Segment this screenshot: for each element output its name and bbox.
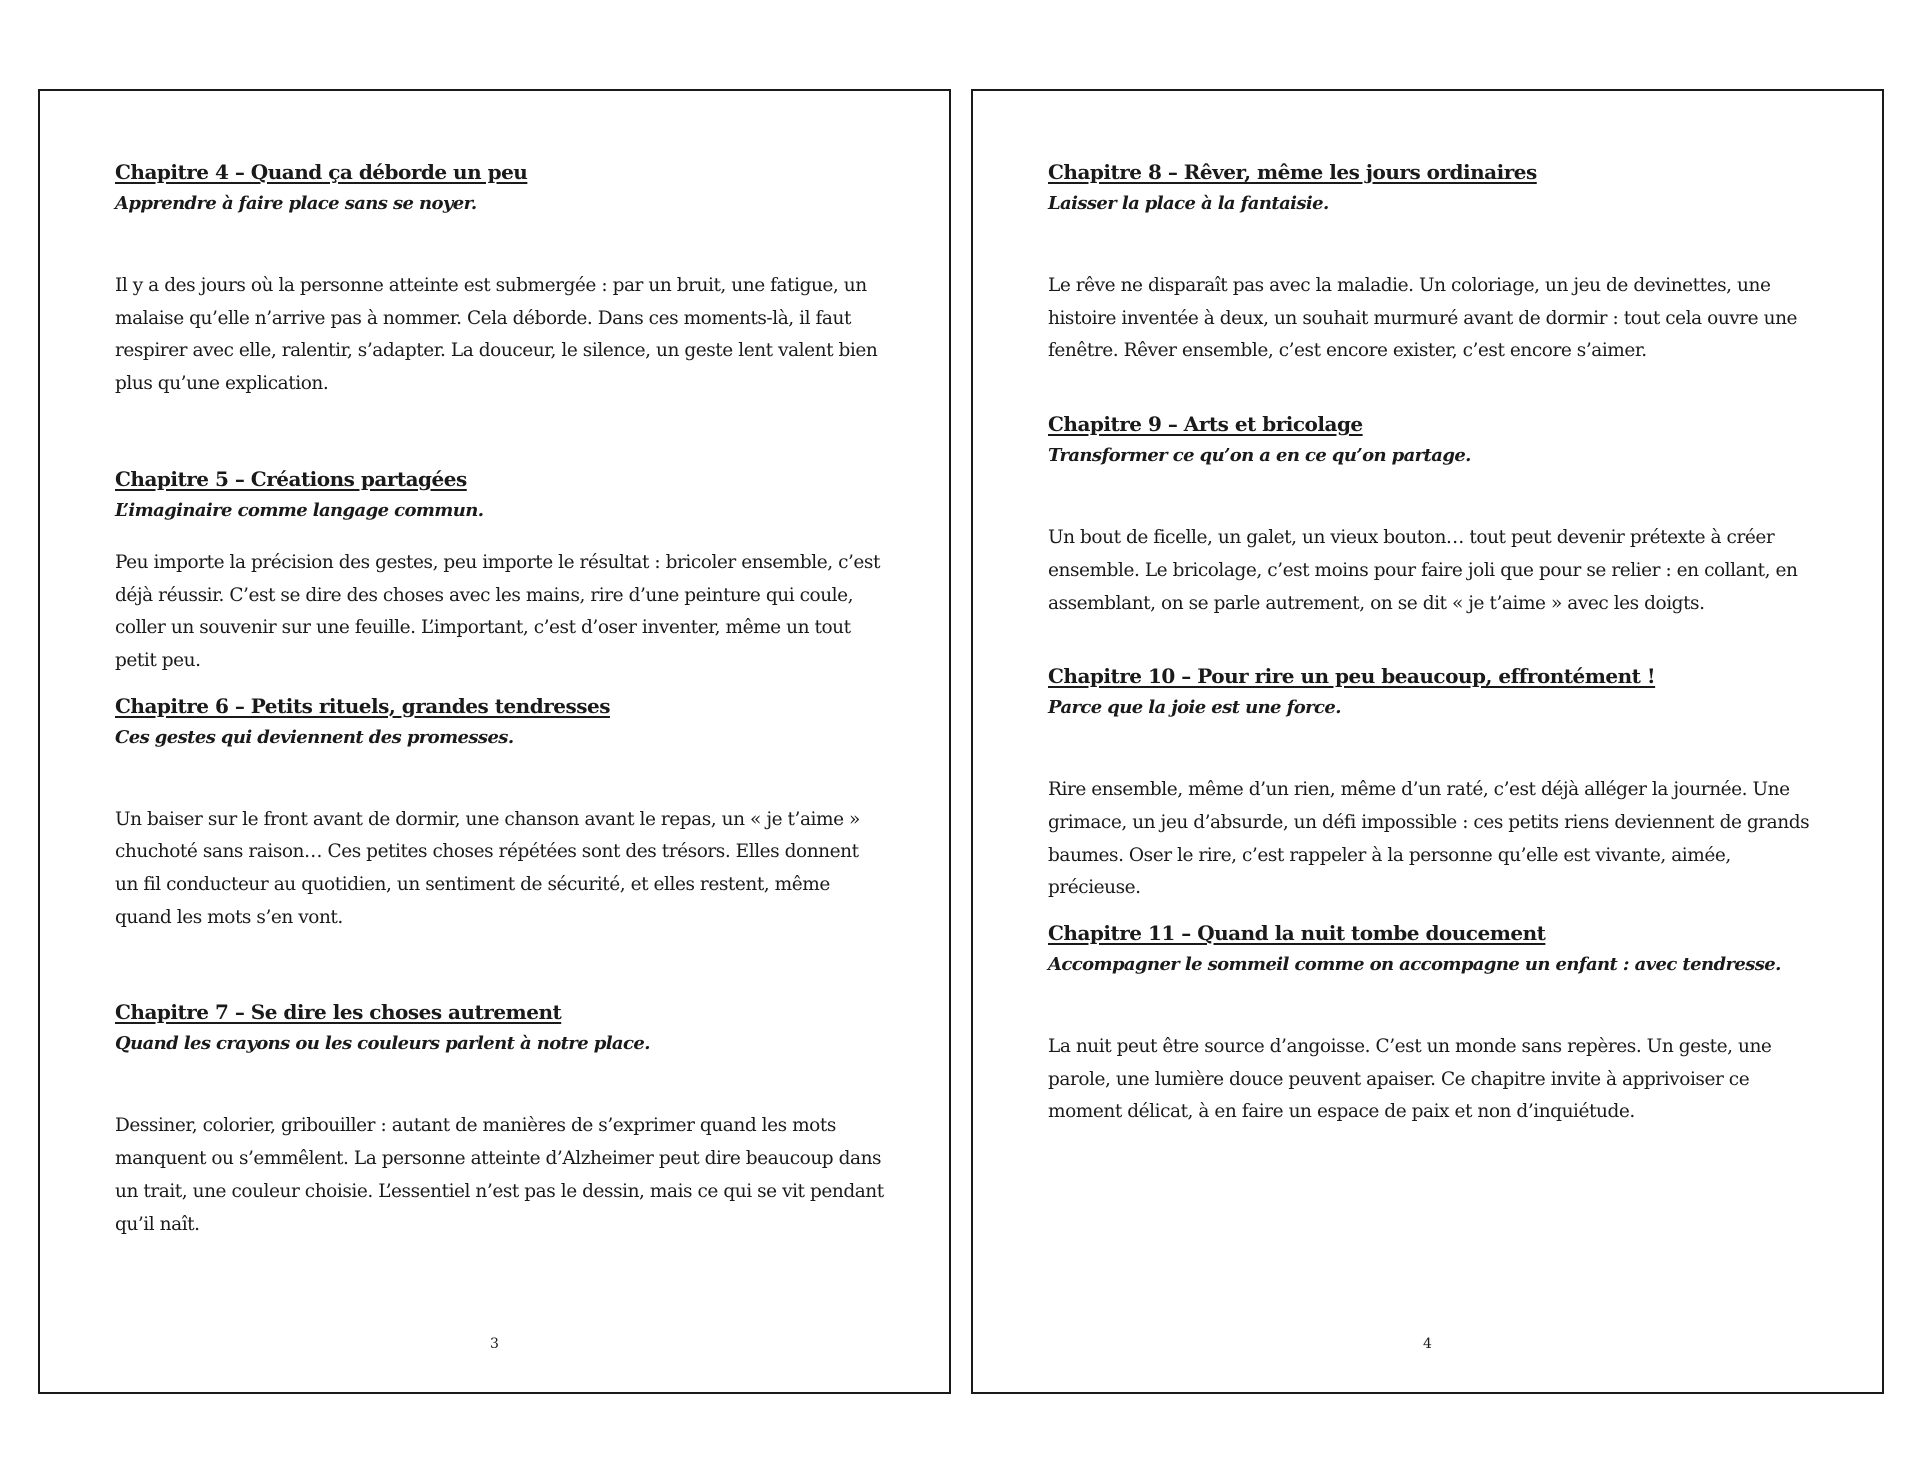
chapter-text: Dessiner, colorier, gribouiller : autant de manières de s’exprimer quand les mots manquent ou s’emmêlent. La personne atteinte d’Alzheimer peut dire beaucoup dans un trait, une couleur choisie. L’essentiel n’est pas le dessin, mais ce qui se vit pendant qu’il naît.: [115, 1115, 884, 1235]
chapter-4: [115, 156, 885, 401]
chapter-subtitle: L’imaginaire comme langage commun.: [115, 499, 484, 521]
chapter-7: [115, 996, 885, 1241]
chapter-title: Chapitre 7 – Se dire les choses autrement: [115, 1000, 562, 1025]
chapter-text: Un baiser sur le front avant de dormir, une chanson avant le repas, un « je t’aime » chuchoté sans raison… Ces petites choses répétées sont des trésors. Elles donnent un fil conducteur au quotidien, un sentiment de sécurité, et elles restent, même quand les mots s’en vont.: [115, 808, 860, 928]
page-number: 3: [490, 1336, 499, 1352]
chapter-text: Rire ensemble, même d’un rien, même d’un raté, c’est déjà alléger la journée. Une grimace, un jeu d’absurde, un défi impossible : ces petits riens deviennent de grands baumes. Oser le rire, c’est rappeler à la personne qu’elle est vivante, aimée, précieuse.: [1048, 779, 1810, 899]
chapter-subtitle: Apprendre à faire place sans se noyer.: [115, 193, 477, 214]
chapter-6: [115, 690, 885, 935]
page-number: 4: [1423, 1336, 1432, 1352]
chapter-title: Chapitre 5 – Créations partagées: [115, 466, 467, 491]
chapter-title: Chapitre 4 – Quand ça déborde un peu: [115, 160, 528, 184]
chapter-10: [1048, 660, 1818, 905]
chapter-text: Le rêve ne disparaît pas avec la maladie. Un coloriage, un jeu de devinettes, une histoire inventée à deux, un souhait murmuré avant de dormir : tout cela ouvre une fenêtre. Rêver ensemble, c’est encore exister, c’est encore s’aimer.: [1048, 275, 1798, 362]
chapter-9: [1048, 408, 1818, 620]
chapter-11: [1048, 917, 1818, 1129]
chapter-title: Chapitre 11 – Quand la nuit tombe doucement: [1048, 921, 1546, 946]
page-4: [971, 89, 1884, 1394]
page-3: [38, 89, 951, 1394]
chapter-subtitle: Laisser la place à la fantaisie.: [1048, 193, 1329, 214]
chapter-text: Un bout de ficelle, un galet, un vieux bouton… tout peut devenir prétexte à créer ensemble. Le bricolage, c’est moins pour faire joli que pour se relier : en collant, en assemblant, on se parle autrement, on se dit « je t’aime » avec les doigts.: [1048, 527, 1798, 614]
chapter-subtitle: Ces gestes qui deviennent des promesses.: [115, 726, 514, 748]
chapter-title: Chapitre 8 – Rêver, même les jours ordinaires: [1048, 160, 1537, 184]
chapter-text: Il y a des jours où la personne atteinte est submergée : par un bruit, une fatigue, un malaise qu’elle n’arrive pas à nommer. Cela déborde. Dans ces moments-là, il faut respirer avec elle, ralentir, s’adapter. La douceur, le silence, un geste lent valent bien plus qu’une explication.: [115, 275, 878, 395]
chapter-title: Chapitre 6 – Petits rituels, grandes tendresses: [115, 693, 610, 718]
chapter-subtitle: Quand les crayons ou les couleurs parlent à notre place.: [115, 1033, 650, 1055]
chapter-text: Peu importe la précision des gestes, peu importe le résultat : bricoler ensemble, c’est déjà réussir. C’est se dire des choses avec les mains, rire d’une peinture qui coule, coller un souvenir sur une feuille. L’important, c’est d’oser inventer, même un tout petit peu.: [115, 551, 880, 671]
chapter-subtitle: Transformer ce qu’on a en ce qu’on partage.: [1048, 445, 1471, 467]
chapter-title: Chapitre 10 – Pour rire un peu beaucoup, effrontément !: [1048, 664, 1656, 689]
chapter-title: Chapitre 9 – Arts et bricolage: [1048, 412, 1363, 437]
chapter-subtitle: Parce que la joie est une force.: [1048, 697, 1341, 719]
chapter-subtitle: Accompagner le sommeil comme on accompagne un enfant : avec tendresse.: [1048, 954, 1781, 976]
page-4-content: [1048, 156, 1818, 1129]
page-3-content: [115, 156, 885, 1241]
chapter-text: La nuit peut être source d’angoisse. C’est un monde sans repères. Un geste, une parole, une lumière douce peuvent apaiser. Ce chapitre invite à apprivoiser ce moment délicat, à en faire un espace de paix et non d’inquiétude.: [1048, 1036, 1772, 1123]
chapter-8: [1048, 156, 1818, 368]
chapter-5: [115, 463, 885, 678]
